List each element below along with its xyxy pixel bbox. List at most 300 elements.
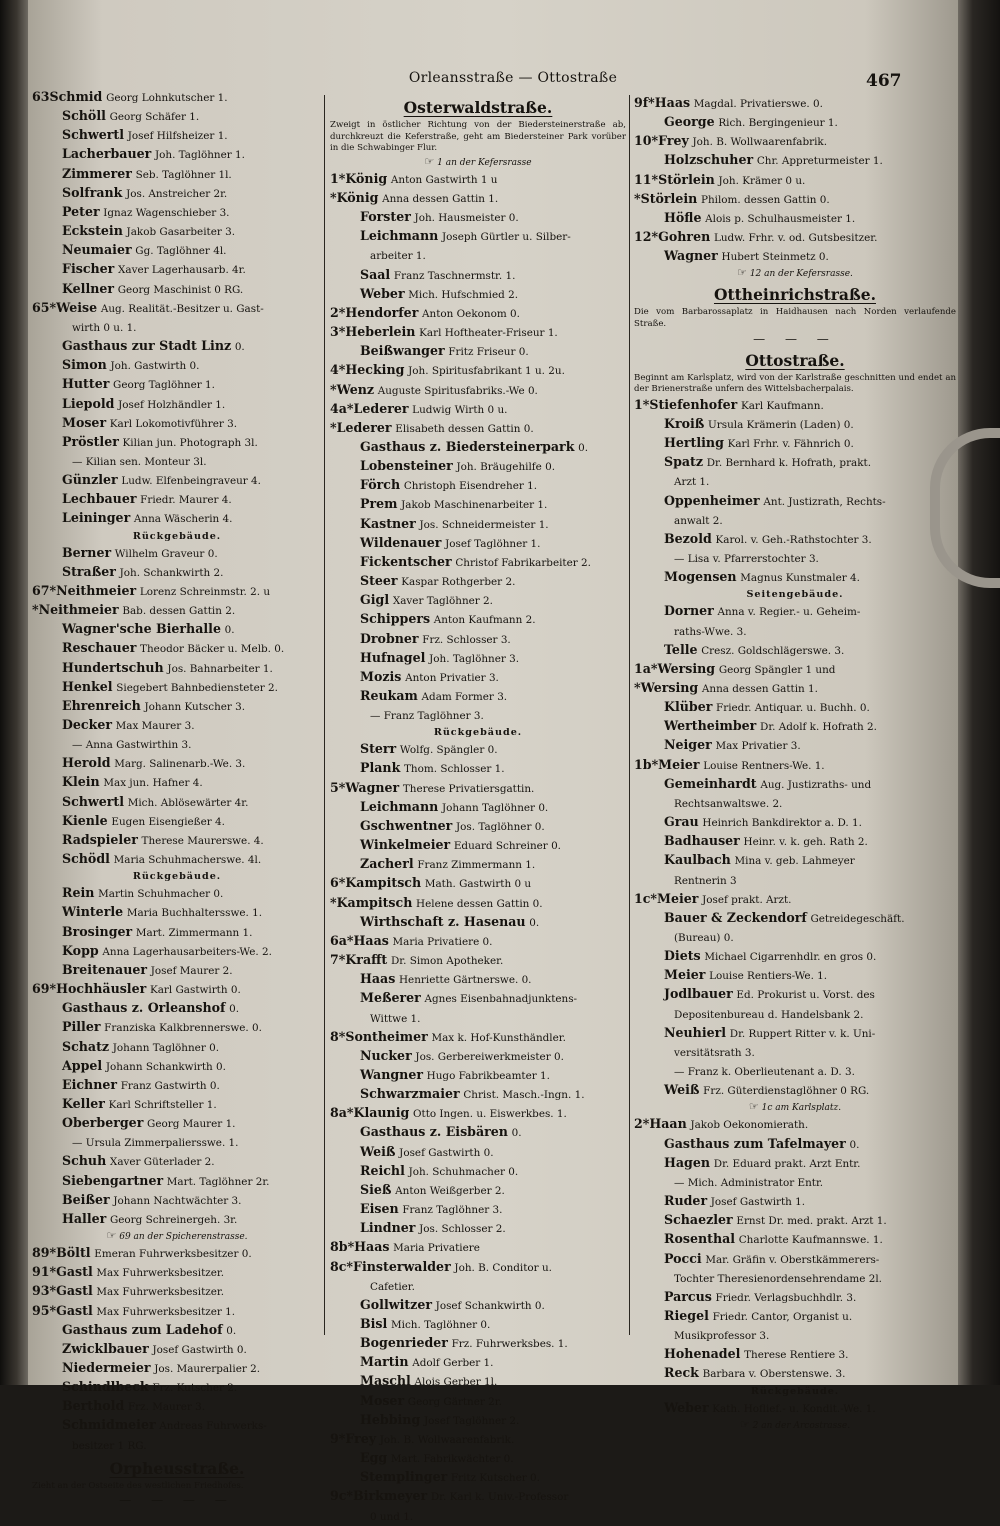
resident-name: Wagner xyxy=(345,779,400,795)
corner-note xyxy=(634,1100,956,1115)
directory-entry xyxy=(330,630,626,649)
resident-name: Störlein xyxy=(640,190,698,206)
resident-name: Eisen xyxy=(360,1201,399,1217)
house-number: 65* xyxy=(32,299,57,315)
resident-name: Liepold xyxy=(62,395,115,411)
entry-list xyxy=(634,396,956,1101)
resident-details: 0. xyxy=(224,624,235,637)
directory-entry xyxy=(330,668,626,687)
directory-entry xyxy=(634,1230,956,1249)
directory-entry xyxy=(634,1288,956,1307)
resident-details: 0. xyxy=(578,441,589,454)
resident-details: Seb. Taglöhner 1l. xyxy=(135,168,232,181)
directory-entry xyxy=(330,740,626,759)
resident-details: Georg Spängler 1 und xyxy=(718,663,836,676)
directory-entry xyxy=(32,1378,322,1397)
resident-details: Lorenz Schreinmstr. 2. u xyxy=(139,585,271,598)
resident-details: Dr. Eduard prakt. Arzt Entr. xyxy=(713,1157,861,1170)
resident-name: Schwertl xyxy=(62,127,125,143)
resident-details: Franziska Kalkbrennerswe. 0. xyxy=(104,1022,262,1035)
house-number: * xyxy=(330,189,337,205)
resident-details: Georg Schreinergeh. 3r. xyxy=(109,1213,238,1226)
resident-name: Gemeinhardt xyxy=(664,775,757,791)
corner-note-text: 1 an der Kefersrasse xyxy=(437,157,532,168)
directory-entry xyxy=(330,1507,626,1526)
resident-name: Moser xyxy=(360,1392,405,1408)
directory-entry xyxy=(330,951,626,970)
house-number: * xyxy=(32,602,39,618)
directory-entry xyxy=(330,227,626,246)
resident-details: Tochter Theresienordensehrendame 2l. xyxy=(674,1272,882,1285)
directory-entry xyxy=(32,471,322,490)
directory-entry xyxy=(32,1397,322,1416)
directory-entry xyxy=(634,1326,956,1345)
resident-details: Kilian jun. Photograph 3l. xyxy=(122,436,258,449)
resident-details: Dr. Ruppert Ritter v. k. Uni- xyxy=(729,1027,876,1040)
house-number: 1* xyxy=(330,170,346,186)
resident-name: Solfrank xyxy=(62,184,123,200)
resident-details: Getreidegeschäft. xyxy=(810,912,905,925)
directory-entry xyxy=(32,356,322,375)
directory-entry xyxy=(32,88,322,107)
resident-details: Max Maurer 3. xyxy=(115,720,195,732)
resident-name: Kellner xyxy=(62,280,115,296)
resident-name: Saal xyxy=(360,266,391,282)
resident-details: Magdal. Privatierswe. 0. xyxy=(693,98,823,110)
directory-entry xyxy=(634,228,956,247)
resident-name: Neumaier xyxy=(62,242,132,258)
resident-details: Therese Rentiere 3. xyxy=(744,1349,849,1362)
house-number: 67* xyxy=(32,582,57,598)
directory-entry xyxy=(32,184,322,203)
resident-details: Maria Buchhaltersswe. 1. xyxy=(126,907,263,920)
directory-entry xyxy=(634,851,956,870)
resident-details: versitätsrath 3. xyxy=(674,1046,755,1059)
resident-details: Josef Gastwirth 0. xyxy=(399,1146,494,1159)
resident-details: Kaspar Rothgerber 2. xyxy=(401,576,516,589)
resident-name: Lederer xyxy=(336,419,392,435)
resident-name: Wirthschaft z. Hasenau xyxy=(360,913,526,929)
street-heading: Ottheinrichstraße. xyxy=(713,285,876,305)
entry-list xyxy=(634,1115,956,1417)
directory-entry xyxy=(32,260,322,279)
resident-details: Josef prakt. Arzt. xyxy=(702,893,792,906)
column-right xyxy=(634,94,956,1433)
resident-details: (Bureau) 0. xyxy=(674,932,734,944)
directory-entry xyxy=(634,1192,956,1211)
resident-name: Meier xyxy=(658,756,700,772)
house-number: 9* xyxy=(330,1430,346,1446)
resident-details: Michael Cigarrenhdlr. en gros 0. xyxy=(704,951,877,964)
resident-details: Siegebert Bahnbediensteter 2. xyxy=(116,681,278,694)
resident-name: Weiß xyxy=(360,1143,396,1159)
resident-details: Mich. Hufschmied 2. xyxy=(408,288,518,301)
resident-name: Leichmann xyxy=(360,798,439,814)
directory-entry xyxy=(32,980,322,999)
house-number: * xyxy=(330,381,337,397)
resident-details: Max Fuhrwerksbesitzer. xyxy=(96,1286,225,1299)
resident-name: Riegel xyxy=(664,1307,709,1323)
directory-entry xyxy=(634,928,956,947)
resident-details: Alois Gerber 1l. xyxy=(414,1376,498,1389)
resident-name: Bogenrieder xyxy=(360,1335,448,1351)
resident-details: Martin Schuhmacher 0. xyxy=(98,888,224,901)
resident-name: Herold xyxy=(62,755,111,771)
resident-name: Ehrenreich xyxy=(62,697,141,713)
directory-entry xyxy=(330,1085,626,1104)
resident-details: Dr. Adolf k. Hofrath 2. xyxy=(760,721,877,734)
resident-details: Magnus Kunstmaler 4. xyxy=(740,572,860,585)
directory-entry xyxy=(330,400,626,419)
resident-name: Bauer & Zeckendorf xyxy=(664,909,807,925)
resident-details: Franz Taglöhner 3. xyxy=(402,1204,503,1217)
resident-name: Birkmeyer xyxy=(353,1488,428,1504)
directory-entry xyxy=(32,1359,322,1378)
directory-entry xyxy=(32,490,322,509)
directory-entry xyxy=(634,1081,956,1100)
resident-details: Fritz Kutscher 0. xyxy=(450,1472,540,1485)
resident-name: Hendorfer xyxy=(345,304,419,320)
directory-entry xyxy=(32,375,322,394)
resident-details: raths-Wwe. 3. xyxy=(674,625,747,638)
house-number: 69* xyxy=(32,981,57,997)
resident-details: Joh. B. Wollwaarenfabrik. xyxy=(692,136,828,149)
resident-name: Jodlbauer xyxy=(664,986,733,1002)
resident-details: Maria Privatiere 0. xyxy=(392,935,493,948)
resident-details: Jos. Schneidermeister 1. xyxy=(419,518,549,531)
resident-details: Joh. Schuhmacher 0. xyxy=(408,1165,519,1178)
house-number: 91* xyxy=(32,1264,57,1280)
house-number: 5* xyxy=(330,779,346,795)
directory-entry xyxy=(32,1302,322,1321)
book-gutter xyxy=(0,0,28,1385)
resident-details: Friedr. Maurer 4. xyxy=(140,494,232,507)
resident-details: Cresz. Goldschlägerswe. 3. xyxy=(701,644,845,657)
resident-name: Weber xyxy=(664,1399,709,1415)
directory-entry xyxy=(330,1009,626,1028)
directory-entry xyxy=(330,495,626,514)
directory-entry xyxy=(32,1076,322,1095)
resident-name: Fischer xyxy=(62,261,115,277)
resident-name: Grau xyxy=(664,814,699,830)
directory-entry xyxy=(330,1028,626,1047)
directory-entry xyxy=(32,716,322,735)
building-subheading: Rückgebäude. xyxy=(750,1385,840,1397)
resident-name: Reschauer xyxy=(62,640,137,656)
resident-name: Sontheimer xyxy=(345,1028,428,1044)
resident-name: Gollwitzer xyxy=(360,1296,432,1312)
resident-name: Förch xyxy=(360,477,401,493)
directory-entry xyxy=(634,472,956,491)
resident-name: Neiger xyxy=(664,737,712,753)
resident-details: — Ursula Zimmerpaliersswe. 1. xyxy=(72,1137,239,1150)
directory-entry xyxy=(330,476,626,495)
house-number: 9f* xyxy=(634,95,655,110)
resident-details: Frz. Kutscher 2. xyxy=(152,1382,238,1395)
entry-list xyxy=(330,170,626,1526)
directory-entry xyxy=(634,622,956,641)
resident-name: Straßer xyxy=(62,563,116,579)
directory-entry xyxy=(330,323,626,342)
resident-name: Gastl xyxy=(56,1283,93,1299)
directory-entry xyxy=(634,171,956,190)
resident-details: Barbara v. Oberstenswe. 3. xyxy=(702,1368,846,1381)
resident-details: Hugo Fabrikbeamter 1. xyxy=(426,1069,550,1082)
resident-name: Böltl xyxy=(56,1245,91,1261)
resident-name: Siebengartner xyxy=(62,1172,164,1188)
directory-entry xyxy=(330,1238,626,1257)
resident-details: Karl Schriftsteller 1. xyxy=(108,1098,217,1111)
resident-details: Marg. Salinenarb.-We. 3. xyxy=(114,758,246,771)
house-number: 8c* xyxy=(330,1258,354,1274)
directory-entry xyxy=(32,1133,322,1152)
resident-name: Schuh xyxy=(62,1153,107,1169)
directory-entry xyxy=(634,679,956,698)
house-number: 8a* xyxy=(330,1105,354,1121)
resident-name: Pocci xyxy=(664,1250,702,1266)
house-number: 8* xyxy=(330,1028,346,1044)
corner-note-text: 12 an der Kefersrasse. xyxy=(749,269,853,280)
directory-entry xyxy=(634,602,956,621)
resident-details: Jakob Oekonomierath. xyxy=(690,1119,809,1132)
page-number: 467 xyxy=(866,71,902,91)
resident-details: Jos. Maurerpalier 2. xyxy=(154,1363,261,1375)
resident-details: Christof Fabrikarbeiter 2. xyxy=(455,556,591,569)
resident-details: Joh. Bräugehilfe 0. xyxy=(456,461,555,474)
entry-list xyxy=(32,88,322,1455)
resident-details: Josef Hilfsheizer 1. xyxy=(127,130,228,143)
house-number: * xyxy=(634,190,641,206)
resident-name: Gschwentner xyxy=(360,817,453,833)
resident-details: Karl Gastwirth 0. xyxy=(149,984,241,997)
resident-details: Joh. Schankwirth 2. xyxy=(119,566,224,579)
directory-entry xyxy=(32,544,322,563)
resident-name: Lacherbauer xyxy=(62,146,152,162)
directory-entry xyxy=(32,318,322,337)
directory-entry xyxy=(32,942,322,961)
directory-entry xyxy=(32,831,322,850)
house-number: * xyxy=(330,894,337,910)
pointing-hand-icon: ☞ xyxy=(424,154,435,168)
resident-details: Josef Schankwirth 0. xyxy=(435,1299,545,1312)
resident-details: Xaver Lagerhausarb. 4r. xyxy=(117,264,246,277)
house-number: 1* xyxy=(634,396,650,412)
resident-details: Josef Gastwirth 1. xyxy=(710,1196,806,1209)
resident-name: Stemplinger xyxy=(360,1469,448,1485)
directory-entry xyxy=(32,620,322,639)
directory-entry xyxy=(330,1430,626,1449)
resident-name: Hohenadel xyxy=(664,1346,741,1362)
resident-name: Lindner xyxy=(360,1220,416,1236)
street-description: Beginnt am Karlsplatz, wird von der Karlstraße geschnitten und endet an der Brienerstraße unfern des Wittelsbacherpalais. xyxy=(634,372,956,395)
resident-details: Franz Taschnermstr. 1. xyxy=(393,269,516,282)
directory-entry xyxy=(330,438,626,457)
resident-details: 0. xyxy=(234,341,245,354)
resident-name: Rosenthal xyxy=(664,1231,736,1247)
street-description: Zieht an der Ostseite des westlichen Friedhofes. xyxy=(32,1480,244,1491)
resident-name: Stiefenhofer xyxy=(649,396,738,412)
directory-entry xyxy=(32,337,322,356)
directory-entry xyxy=(330,1047,626,1066)
resident-name: Leininger xyxy=(62,510,131,526)
resident-details: Heinr. v. k. geh. Rath 2. xyxy=(743,836,868,849)
resident-details: Ed. Prokurist u. Vorst. des xyxy=(736,989,875,1002)
resident-details: Dr. Karl k. Univ.-Professor xyxy=(430,1491,569,1504)
resident-details: Helene dessen Gattin 0. xyxy=(416,897,543,910)
column-divider xyxy=(324,95,325,1335)
directory-entry xyxy=(32,126,322,145)
directory-entry xyxy=(634,871,956,890)
directory-entry xyxy=(634,775,956,794)
resident-details: — Lisa v. Pfarrerstochter 3. xyxy=(674,553,819,566)
directory-entry xyxy=(32,280,322,299)
resident-details: Max jun. Hafner 4. xyxy=(103,777,203,790)
resident-details: arbeiter 1. xyxy=(370,250,426,263)
resident-name: Oppenheimer xyxy=(664,492,760,508)
resident-details: Xaver Güterlader 2. xyxy=(109,1156,215,1169)
resident-name: Diets xyxy=(664,948,701,964)
house-number: 4a* xyxy=(330,400,354,416)
directory-entry xyxy=(634,492,956,511)
resident-name: Schwarzmaier xyxy=(360,1086,460,1102)
page-header-title: Orleansstraße — Ottostraße xyxy=(408,70,618,86)
resident-name: Hutter xyxy=(62,376,110,392)
directory-entry xyxy=(330,1277,626,1296)
directory-entry xyxy=(330,285,626,304)
resident-details: Aug. Realität.-Besitzer u. Gast- xyxy=(100,302,264,315)
resident-details: Mich. Ablösewärter 4r. xyxy=(127,796,249,809)
directory-entry xyxy=(32,1191,322,1210)
resident-details: Andreas Fuhrwerks- xyxy=(159,1420,267,1433)
resident-details: Maria Schuhmacherswe. 4l. xyxy=(113,854,262,867)
resident-name: Schindlbeck xyxy=(62,1379,149,1395)
resident-name: Hochhäusler xyxy=(56,981,147,997)
resident-name: Gasthaus z. Biedersteinerpark xyxy=(360,438,575,454)
directory-entry xyxy=(634,756,956,775)
resident-details: Joh. Taglöhner 1. xyxy=(154,149,245,162)
directory-entry xyxy=(634,660,956,679)
directory-entry xyxy=(330,170,626,189)
directory-entry xyxy=(330,304,626,323)
resident-details: — Kilian sen. Monteur 3l. xyxy=(72,455,207,468)
resident-details: Therese Privatiersgattin. xyxy=(402,782,535,795)
resident-name: Nucker xyxy=(360,1047,412,1063)
directory-entry xyxy=(32,659,322,678)
resident-details: Ernst Dr. med. prakt. Arzt 1. xyxy=(736,1215,887,1228)
corner-note xyxy=(330,155,626,170)
resident-details: Anna Wäscherin 4. xyxy=(133,513,233,526)
corner-note xyxy=(32,1229,322,1244)
resident-name: Neuhierl xyxy=(664,1024,727,1040)
directory-entry xyxy=(32,509,322,528)
directory-entry xyxy=(330,189,626,208)
resident-name: Günzler xyxy=(62,472,118,488)
directory-entry xyxy=(634,113,956,132)
corner-note-text: 2 an der Arcostrasse. xyxy=(752,1420,851,1431)
directory-entry xyxy=(634,1269,956,1288)
directory-entry xyxy=(634,568,956,587)
directory-entry xyxy=(32,1057,322,1076)
house-number: 6* xyxy=(330,875,346,891)
resident-name: Weiß xyxy=(664,1082,700,1098)
resident-name: Decker xyxy=(62,717,112,732)
resident-name: Gasthaus zum Ladehof xyxy=(62,1321,223,1337)
column-left xyxy=(32,88,322,1508)
resident-details: Charlotte Kaufmannswe. 1. xyxy=(738,1234,883,1247)
directory-entry xyxy=(634,736,956,755)
resident-name: Kampitsch xyxy=(345,875,422,891)
house-number: 9c* xyxy=(330,1488,354,1504)
directory-entry xyxy=(634,190,956,209)
building-subheading: Rückgebäude. xyxy=(132,530,222,542)
resident-details: Kath. Hoflief.- u. Kondit.-We. 1. xyxy=(712,1402,876,1415)
resident-details: Mart. Zimmermann 1. xyxy=(135,926,253,939)
directory-entry xyxy=(32,299,322,318)
directory-entry xyxy=(32,563,322,582)
building-subheading: Rückgebäude. xyxy=(132,871,222,883)
house-number: 2* xyxy=(330,304,346,320)
directory-entry xyxy=(634,549,956,568)
resident-details: Ignaz Wagenschieber 3. xyxy=(103,206,230,219)
resident-name: Sterr xyxy=(360,741,397,757)
resident-name: Bezold xyxy=(664,530,712,546)
resident-name: George xyxy=(664,114,715,130)
directory-entry xyxy=(32,107,322,126)
resident-name: Keller xyxy=(62,1095,105,1111)
directory-entry xyxy=(634,511,956,530)
directory-entry xyxy=(32,1263,322,1282)
resident-details: Auguste Spiritusfabriks.-We 0. xyxy=(377,384,538,397)
page-edge xyxy=(958,0,1000,1385)
resident-details: Aug. Justizraths- und xyxy=(760,778,872,791)
resident-details: Elisabeth dessen Gattin 0. xyxy=(395,422,534,435)
street-description: Die vom Barbarossaplatz in Haidhausen nach Norden verlaufende Straße. xyxy=(634,307,956,329)
resident-name: Egg xyxy=(360,1450,388,1466)
resident-name: Winkelmeier xyxy=(360,837,451,853)
resident-name: Gasthaus z. Eisbären xyxy=(360,1124,508,1140)
street-heading: Osterwaldstraße. xyxy=(403,98,553,117)
resident-name: Prem xyxy=(360,496,398,512)
resident-details: Wittwe 1. xyxy=(370,1012,421,1025)
directory-entry xyxy=(32,903,322,922)
resident-details: wirth 0 u. 1. xyxy=(72,321,137,334)
resident-name: Badhauser xyxy=(664,833,740,849)
resident-details: Friedr. Antiquar. u. Buchh. 0. xyxy=(716,702,870,715)
house-number: 8b* xyxy=(330,1239,355,1255)
resident-name: Fickentscher xyxy=(360,553,452,569)
resident-details: Friedr. Verlagsbuchhdlr. 3. xyxy=(715,1291,857,1304)
resident-name: Oberberger xyxy=(62,1115,144,1131)
resident-details: Frz. Fuhrwerksbes. 1. xyxy=(451,1338,568,1351)
directory-entry xyxy=(634,1154,956,1173)
directory-entry xyxy=(32,395,322,414)
column-middle xyxy=(330,94,626,1526)
resident-name: Kampitsch xyxy=(336,894,413,910)
resident-details: Ant. Justizrath, Rechts- xyxy=(763,495,886,508)
resident-name: Kroiß xyxy=(664,415,705,431)
resident-details: 0. xyxy=(529,916,540,929)
resident-details: Adam Former 3. xyxy=(421,691,508,703)
resident-details: Agnes Eisenbahnadjunktens- xyxy=(424,993,578,1006)
resident-details: Anton Privatier 3. xyxy=(405,671,499,684)
directory-entry xyxy=(330,855,626,874)
resident-name: Zacherl xyxy=(360,856,414,872)
house-number: 1a* xyxy=(634,660,658,676)
resident-name: Telle xyxy=(664,641,698,657)
resident-name: Leichmann xyxy=(360,228,439,244)
resident-details: Therese Maurerswe. 4. xyxy=(141,834,264,847)
directory-entry xyxy=(32,452,322,471)
